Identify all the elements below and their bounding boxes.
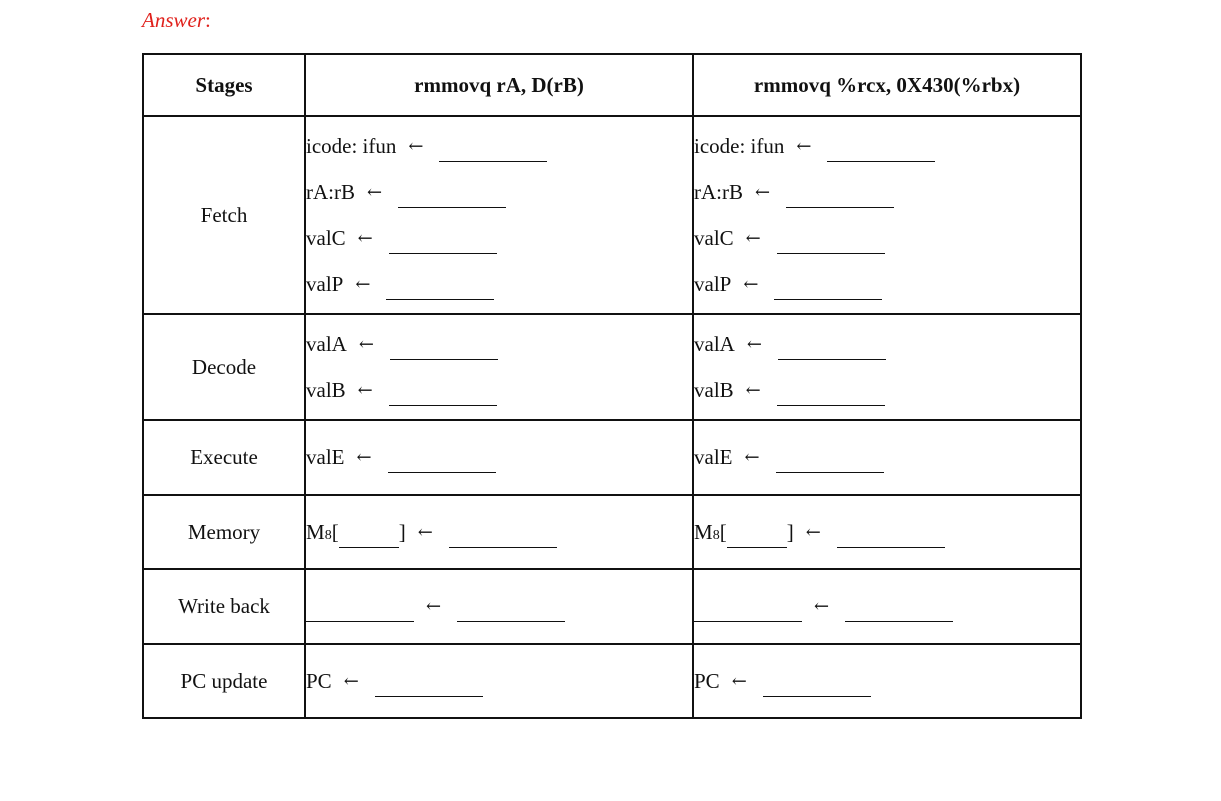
- fetch-icode-label: icode: ifun: [306, 133, 397, 158]
- memory-m-label: M: [306, 519, 325, 544]
- answer-text: Answer: [142, 8, 205, 32]
- answer-blank[interactable]: [439, 143, 547, 162]
- left-arrow-icon: ←: [745, 227, 761, 249]
- stage-execute: Execute: [143, 420, 305, 495]
- pc-label: PC: [694, 668, 720, 693]
- left-arrow-icon: ←: [417, 521, 433, 543]
- answer-blank[interactable]: [339, 529, 399, 548]
- answer-blank[interactable]: [457, 603, 565, 622]
- left-arrow-icon: ←: [426, 596, 442, 617]
- left-arrow-icon: ←: [367, 181, 383, 203]
- decode-vala-label: valA: [694, 331, 735, 356]
- answer-colon: :: [205, 8, 211, 32]
- header-col-b: rmmovq %rcx, 0X430(%rbx): [693, 54, 1081, 116]
- left-arrow-icon: ←: [343, 670, 359, 692]
- answer-blank[interactable]: [388, 454, 496, 473]
- answer-blank[interactable]: [777, 235, 885, 254]
- row-writeback: [143, 569, 1081, 644]
- decode-cell-a: [305, 314, 693, 420]
- pcupdate-cell-a: [305, 644, 693, 718]
- left-arrow-icon: ←: [746, 333, 762, 355]
- pc-label: PC: [306, 668, 332, 693]
- row-memory: [143, 495, 1081, 569]
- decode-valb-label: valB: [694, 377, 734, 402]
- fetch-cell-a: [305, 116, 693, 314]
- answer-blank[interactable]: [694, 603, 802, 622]
- left-arrow-icon: ←: [814, 596, 830, 617]
- memory-open-bracket: [: [331, 519, 339, 544]
- stage-memory: Memory: [143, 495, 305, 569]
- memory-close-bracket: ]: [398, 519, 406, 544]
- answer-blank[interactable]: [727, 529, 787, 548]
- fetch-rarb-label: rA:rB: [694, 179, 743, 204]
- left-arrow-icon: ←: [744, 447, 760, 468]
- fetch-valc-label: valC: [306, 225, 346, 250]
- answer-blank[interactable]: [389, 235, 497, 254]
- answer-blank[interactable]: [778, 341, 886, 360]
- left-arrow-icon: ←: [357, 379, 373, 401]
- decode-valb-label: valB: [306, 377, 346, 402]
- fetch-rarb-label: rA:rB: [306, 179, 355, 204]
- answer-blank[interactable]: [845, 603, 953, 622]
- answer-blank[interactable]: [776, 454, 884, 473]
- header-row: [143, 54, 1081, 116]
- fetch-valp-label: valP: [694, 271, 732, 296]
- answer-blank[interactable]: [386, 281, 494, 300]
- row-execute: [143, 420, 1081, 495]
- memory-close-bracket: ]: [786, 519, 794, 544]
- stage-decode: Decode: [143, 314, 305, 420]
- left-arrow-icon: ←: [355, 273, 371, 295]
- stages-table: [142, 53, 1082, 719]
- answer-blank[interactable]: [390, 341, 498, 360]
- fetch-valp-label: valP: [306, 271, 344, 296]
- answer-blank[interactable]: [837, 529, 945, 548]
- answer-blank[interactable]: [389, 387, 497, 406]
- answer-blank[interactable]: [375, 678, 483, 697]
- execute-vale-label: valE: [306, 445, 345, 469]
- answer-blank[interactable]: [763, 678, 871, 697]
- answer-blank[interactable]: [786, 189, 894, 208]
- pcupdate-cell-b: [693, 644, 1081, 718]
- memory-cell-b: [693, 495, 1081, 569]
- left-arrow-icon: ←: [731, 670, 747, 692]
- left-arrow-icon: ←: [745, 379, 761, 401]
- answer-blank[interactable]: [777, 387, 885, 406]
- answer-blank[interactable]: [449, 529, 557, 548]
- header-col-a: rmmovq rA, D(rB): [305, 54, 693, 116]
- fetch-valc-label: valC: [694, 225, 734, 250]
- left-arrow-icon: ←: [357, 227, 373, 249]
- row-fetch: [143, 116, 1081, 314]
- writeback-cell-b: [693, 569, 1081, 644]
- left-arrow-icon: ←: [743, 273, 759, 295]
- decode-vala-label: valA: [306, 331, 347, 356]
- answer-blank[interactable]: [398, 189, 506, 208]
- fetch-cell-b: [693, 116, 1081, 314]
- answer-blank[interactable]: [306, 603, 414, 622]
- execute-vale-label: valE: [694, 445, 733, 469]
- row-pcupdate: [143, 644, 1081, 718]
- answer-blank[interactable]: [827, 143, 935, 162]
- left-arrow-icon: ←: [408, 135, 424, 157]
- left-arrow-icon: ←: [358, 333, 374, 355]
- memory-open-bracket: [: [719, 519, 727, 544]
- left-arrow-icon: ←: [356, 447, 372, 468]
- fetch-icode-label: icode: ifun: [694, 133, 785, 158]
- memory-subscript: 8: [324, 528, 332, 543]
- writeback-cell-a: [305, 569, 693, 644]
- memory-cell-a: [305, 495, 693, 569]
- decode-cell-b: [693, 314, 1081, 420]
- execute-cell-a: [305, 420, 693, 495]
- memory-m-label: M: [694, 519, 713, 544]
- header-stages: Stages: [143, 54, 305, 116]
- answer-blank[interactable]: [774, 281, 882, 300]
- stage-pcupdate: PC update: [143, 644, 305, 718]
- left-arrow-icon: ←: [755, 181, 771, 203]
- row-decode: [143, 314, 1081, 420]
- left-arrow-icon: ←: [805, 521, 821, 543]
- stage-fetch: Fetch: [143, 116, 305, 314]
- stage-writeback: Write back: [143, 569, 305, 644]
- answer-label: [142, 8, 211, 33]
- memory-subscript: 8: [712, 528, 720, 543]
- left-arrow-icon: ←: [796, 135, 812, 157]
- execute-cell-b: [693, 420, 1081, 495]
